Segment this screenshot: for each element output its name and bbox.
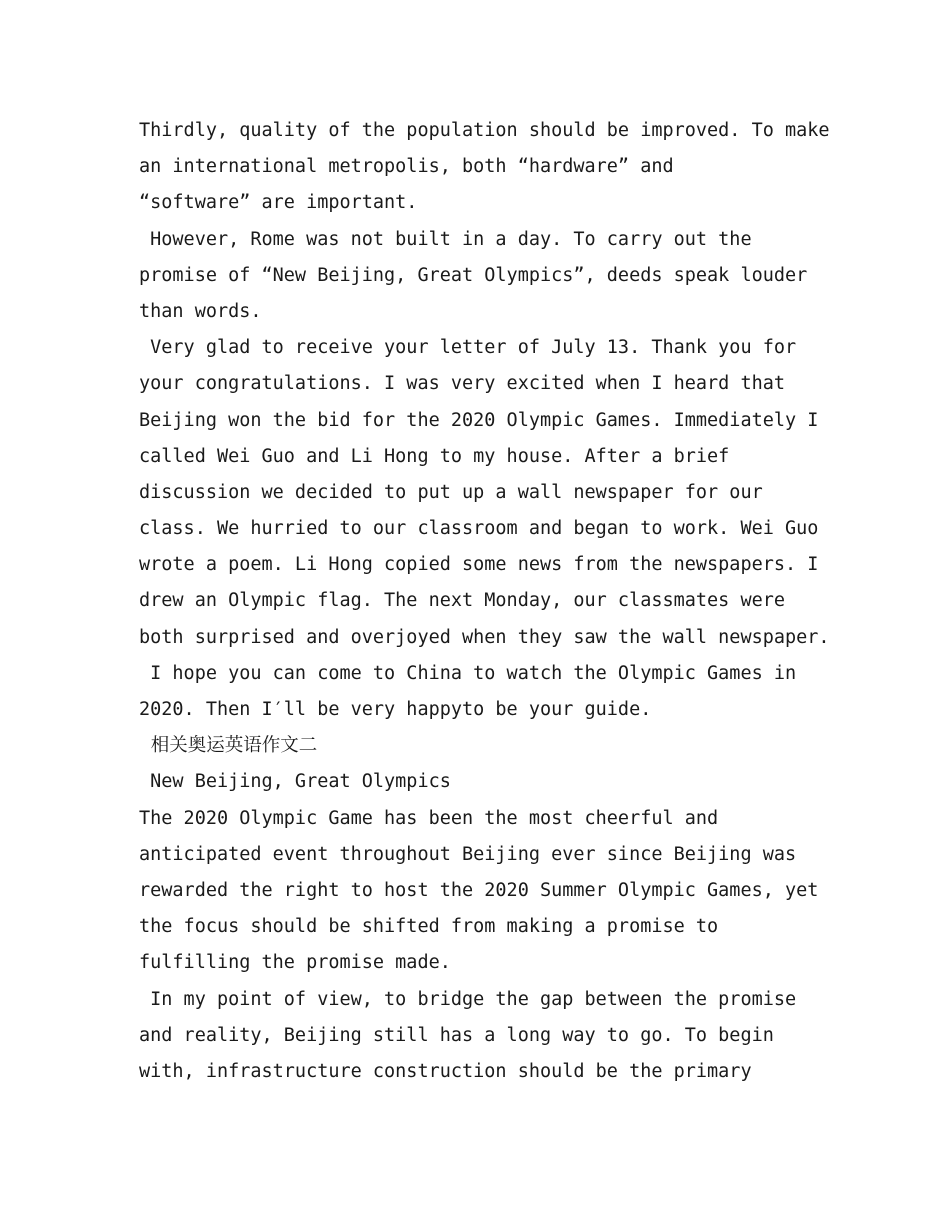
text-line: and reality, Beijing still has a long way to go. To begin bbox=[139, 1024, 774, 1046]
text-line: “software” are important. bbox=[139, 192, 418, 214]
text-line: discussion we decided to put up a wall newspaper for our bbox=[139, 481, 763, 503]
text-line: fulfilling the promise made. bbox=[139, 952, 451, 974]
text-line: Thirdly, quality of the population should be improved. To make bbox=[139, 120, 830, 141]
essay-title: New Beijing, Great Olympics bbox=[139, 771, 451, 793]
text-line: drew an Olympic flag. The next Monday, our classmates were bbox=[139, 590, 786, 612]
text-line: rewarded the right to host the 2020 Summer Olympic Games, yet bbox=[139, 879, 819, 901]
text-line: promise of “New Beijing, Great Olympics”, deeds speak louder bbox=[139, 264, 808, 286]
text-line: than words. bbox=[139, 300, 262, 322]
text-line: anticipated event throughout Beijing ever since Beijing was bbox=[139, 843, 797, 865]
text-line: wrote a poem. Li Hong copied some news from the newspapers. I bbox=[139, 554, 819, 576]
text-line: your congratulations. I was very excited when I heard that bbox=[139, 373, 786, 395]
section-heading: 相关奥运英语作文二 bbox=[139, 735, 318, 757]
text-line: with, infrastructure construction should be the primary bbox=[139, 1060, 752, 1082]
text-line: The 2020 Olympic Game has been the most cheerful and bbox=[139, 807, 719, 829]
text-line: 2020. Then I′ll be very happyto be your guide. bbox=[139, 699, 652, 720]
text-line: an international metropolis, both “hardware” and bbox=[139, 156, 674, 178]
document-body bbox=[139, 113, 830, 1090]
text-line: both surprised and overjoyed when they saw the wall newspaper. bbox=[139, 626, 830, 648]
text-line: In my point of view, to bridge the gap between the promise bbox=[139, 988, 797, 1010]
text-line: I hope you can come to China to watch the Olympic Games in bbox=[139, 662, 797, 684]
text-line: the focus should be shifted from making a promise to bbox=[139, 916, 719, 938]
text-line: called Wei Guo and Li Hong to my house. After a brief bbox=[139, 445, 730, 467]
text-line: However, Rome was not built in a day. To carry out the bbox=[139, 228, 752, 250]
text-line: Beijing won the bid for the 2020 Olympic Games. Immediately I bbox=[139, 409, 819, 431]
text-line: Very glad to receive your letter of July 13. Thank you for bbox=[139, 337, 797, 359]
text-line: class. We hurried to our classroom and began to work. Wei Guo bbox=[139, 518, 819, 540]
